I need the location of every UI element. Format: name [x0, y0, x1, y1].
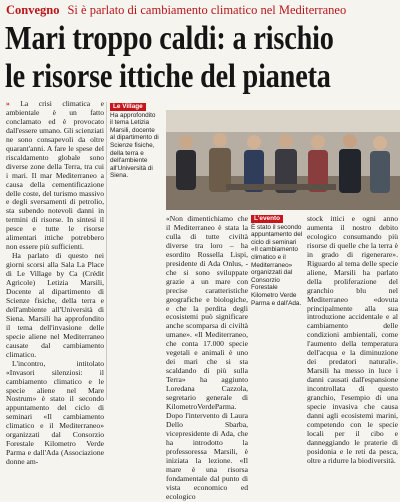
subtitle: Si è parlato di cambiamento climatico nel Mediterraneo [67, 3, 347, 17]
group-photo-icon [166, 110, 400, 210]
paragraph: «Non dimentichiamo che il Mediterraneo è stata la culla di tutte civiltà diverse tra loro – ha esordito Rossella Lispi, presidente di Ada Onlus, - che si sono sviluppate grazie a un mare con precise caratteristiche geografiche e biologiche, e che la perdita degli ecosistemi può significare anche scomparsa di civiltà umane». «Il Mediterraneo, che conta 17.000 specie vegetali e animali è uno dei mari che si sta scaldando di più sulla Terra» ha aggiunto Loredana Cazzola, segretario generale di KilometroVerdeParma. Dopo l'intervento di Laura Dello Sbarba, vicepresidente di Ada, che ha introdotto la professoressa Marsili, è iniziata la lezione. «Il mare è una risorsa fondamentale dal punto di vista economico ed ecologico [166, 214, 248, 501]
column-divider [106, 102, 107, 400]
paragraph: Ha parlato di questo nei giorni scorsi alla Sala La Place di Le Village by Ca (Crédit Agricole) Letizia Marsili, Docente al dipartimento di Scienze fisiche, della terra e dell'ambiente all'Università di Siena. Marsili ha approfondito il tema dell'invasione delle specie aliene nel Mediterraneo causate dal cambiamento climatico. [6, 251, 104, 359]
section-label: Convegno [6, 3, 60, 17]
sidebar-box-head: Le Village [110, 103, 146, 111]
paragraph-marker-icon: » [6, 99, 21, 108]
headline-line-2: le risorse ittiche del pianeta [5, 58, 331, 95]
article-column-3 [307, 214, 398, 465]
kicker [6, 3, 346, 18]
event-photo [166, 110, 400, 210]
sidebar-box-head: L'evento [251, 215, 283, 223]
sidebar-box-text: Ha approfondito il tema Letizia Marsili, docente al dipartimento di Scienze fisiche, della terra e dell'ambiente all'Università di Siena. [110, 111, 159, 180]
article-column-1 [6, 99, 104, 467]
sidebar-box-text: È stato il secondo appuntamento del ciclo di seminari «Il cambiamento climatico e il Mediterraneo» organizzati dal Consorzio Forestale Kilometro Verde Parma e dall'Ada. [251, 223, 303, 307]
article-column-2 [166, 214, 248, 501]
headline-line-1: Mari troppo caldi: a rischio [5, 20, 334, 57]
paragraph: stock ittici e ogni anno aumenta il nostro debito ecologico consumando più risorse di quelle che la terra è in grado di rigenerare». Riguardo al tema delle specie aliene, Marsili ha parlato della proliferazione del granchio blu nel Mediterraneo «dovuta principalmente alla sua introduzione accidentale e al cambiamento delle condizioni ambientali, come l'aumento della temperatura dell'acqua e la diminuzione dei predatori naturali». Marsili ha messo in luce i danni causati dall'espansione incontrollata di questo granchio, l'esempio di una specie invasiva che causa danni agli ecosistemi marini, competendo con le specie locali per il cibo e danneggiando le praterie di posidonia e le reti da pesca, oltre a ridurre la biodiversità. [307, 214, 398, 465]
sidebar-box-evento [251, 215, 303, 400]
sidebar-box-village [110, 103, 160, 243]
paragraph: L'incontro, intitolato «Invasori silenziosi: il cambiamento climatico e le specie aliene nel Mare Nostrum» è stato il secondo appuntamento del ciclo di seminari «Il cambiamento climatico e il Mediterraneo» organizzati dal Consorzio Forestale Kilometro Verde Parma e dall'Ada (Associazione donne am- [6, 358, 104, 467]
headline [5, 20, 334, 96]
paragraph: » La crisi climatica e ambientale è un fatto conclamato ed è provocato dall'essere umano. Gli scienziati ne sono consapevoli da oltre quarant'anni. A fare le spese del riscaldamento globale sono diverse zone della Terra, tra cui i mari. Il mar Mediterraneo a causa della cementificazione delle coste, del turismo massivo e degli sversamenti di petrolio, sta subendo notevoli danni in termini di risorse. In sintesi il pesce e tutte le risorse alimentari ittiche potrebbero non essere più sufficienti. [6, 99, 104, 252]
